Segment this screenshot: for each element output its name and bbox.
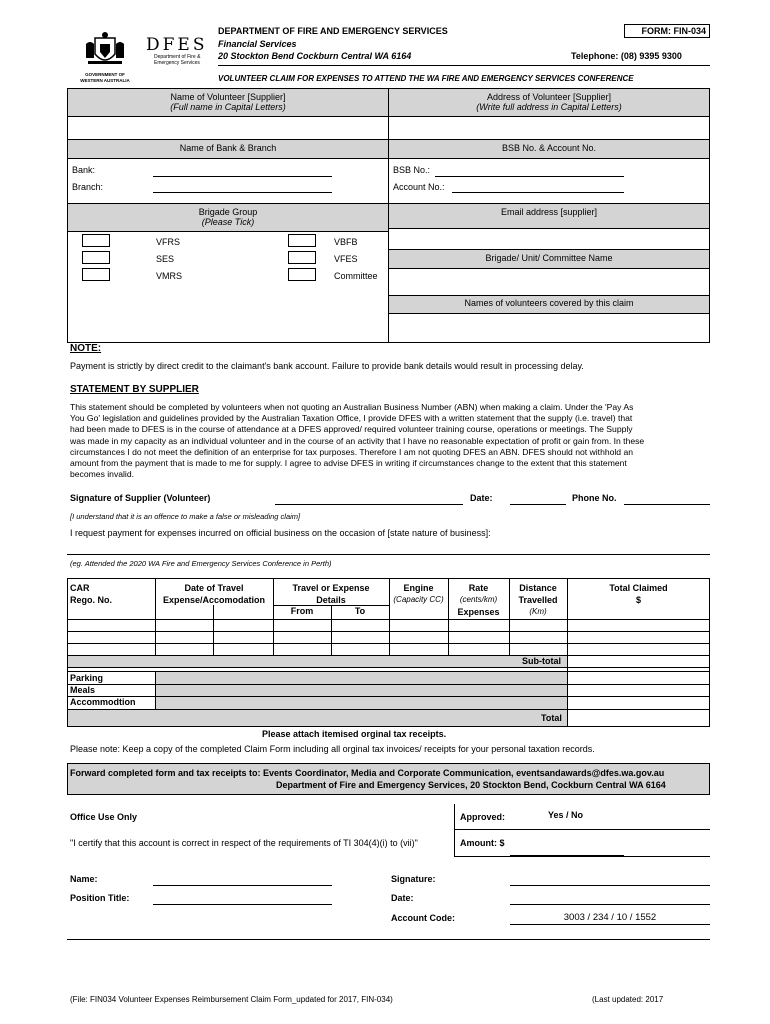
dfes-logo-subtitle — [154, 54, 210, 66]
col-to: To — [354, 606, 366, 616]
col-engine-label: Engine — [403, 583, 434, 593]
yes-no-option[interactable]: Yes / No — [548, 810, 584, 820]
accommodation-label: Accommodtion — [70, 697, 136, 707]
branch-label: Branch: — [72, 182, 104, 192]
form-title: VOLUNTEER CLAIM FOR EXPENSES TO ATTEND THE WA FIRE AND EMERGENCY SERVICES CONFERENCE — [218, 74, 634, 83]
checkbox-vfrs[interactable] — [82, 234, 110, 247]
statement-line: This statement should be completed by volunteers when not quoting an Australian Business Number (ABN) when making a claim. Under the 'Pay As — [70, 402, 634, 412]
col-total — [567, 582, 710, 606]
position-title-label: Position Title: — [70, 893, 130, 903]
col-travel-label1: Travel or Expense — [292, 583, 370, 593]
forward-line1: Forward completed form and tax receipts to: Events Coordinator, Media and Corporate Communication, eventsandawards@dfes.wa.gov.au — [70, 768, 665, 778]
volunteer-name-label: Name of Volunteer [Supplier] — [170, 92, 286, 102]
option-ses: SES — [156, 254, 175, 264]
col-rate-sub: Expenses — [457, 607, 500, 617]
volunteer-address-input[interactable] — [389, 117, 709, 139]
statement-line: amount from the payment that is made to me for supply. I agree to advise DFES in writing if circumstances change to the extent that this statement — [70, 458, 627, 469]
forward-line2: Department of Fire and Emergency Services, 20 Stockton Bend, Cockburn Central WA 6164 — [276, 780, 666, 790]
col-car — [70, 582, 112, 606]
account-code-line — [510, 924, 710, 925]
bsb-label: BSB No.: — [393, 165, 431, 175]
col-car-label: CAR — [70, 583, 90, 593]
volunteer-name-hint: (Full name in Capital Letters) — [170, 102, 286, 112]
checkbox-vmrs[interactable] — [82, 268, 110, 281]
checkbox-vfes[interactable] — [288, 251, 316, 264]
crest-icon — [80, 30, 130, 70]
statement-line: becomes invalid. — [70, 469, 135, 480]
account-input[interactable] — [452, 192, 624, 193]
statement-line: You Go' legislation and guidelines provided by the Australian Taxation Office, I provide DFES with a written statement that the supply (i.e. travel) that — [70, 413, 633, 424]
col-total-label2: $ — [635, 595, 641, 605]
parking-label: Parking — [70, 673, 104, 683]
request-text: I request payment for expenses incurred on official business on the occasion of [state nature of business]: — [70, 528, 491, 538]
brigade-header — [68, 204, 388, 231]
col-travel — [273, 582, 389, 606]
keep-copy-note: Please note: Keep a copy of the completed Claim Form including all orginal tax invoices/ receipts for your personal taxation records. — [70, 744, 595, 754]
header-rule — [218, 65, 710, 66]
office-use-heading: Office Use Only — [70, 812, 138, 822]
dfes-logo-text: DFES — [146, 35, 208, 55]
rule — [67, 667, 710, 668]
branch-input[interactable] — [153, 192, 332, 193]
supplier-phone-input[interactable] — [624, 504, 710, 505]
volunteers-covered-header — [389, 296, 709, 313]
col-engine-hint: (Capacity CC) — [393, 595, 444, 604]
col-rate-label: Rate — [468, 583, 489, 593]
account-code-label: Account Code: — [391, 913, 455, 923]
dfes-sub-line2: Emergency Services — [154, 60, 200, 66]
statement-line: had been made to DFES is in the course of attendance at a DFES approved/ required volunteer training course, operations or meetings. The Supply — [70, 424, 633, 435]
dfes-sub-line1: Department of Fire & — [154, 54, 201, 60]
office-date-input[interactable] — [510, 904, 710, 905]
col-date-label2: Expense/Accomodation — [162, 595, 266, 605]
wa-government-crest — [80, 30, 130, 83]
rule — [67, 158, 710, 159]
col-rego-label: Rego. No. — [70, 595, 112, 605]
offence-warning: [I understand that it is an offence to make a false or misleading claim] — [70, 512, 301, 521]
col-date-label1: Date of Travel — [184, 583, 244, 593]
col-from: From — [290, 606, 314, 616]
unit-header — [389, 250, 709, 268]
forward-instructions — [67, 763, 710, 795]
crest-caption: GOVERNMENT OF WESTERN AUSTRALIA — [80, 72, 130, 83]
attach-receipts-note: Please attach itemised orginal tax receipts. — [262, 729, 447, 739]
total-shading — [68, 710, 567, 726]
telephone: Telephone: (08) 9395 9300 — [571, 51, 682, 61]
checkbox-ses[interactable] — [82, 251, 110, 264]
unit-input[interactable] — [389, 269, 709, 295]
bsb-header — [389, 140, 709, 158]
meals-label: Meals — [70, 685, 96, 695]
email-label: Email address [supplier] — [500, 207, 598, 217]
office-signature-label: Signature: — [391, 874, 436, 884]
form-code — [624, 24, 710, 38]
option-vfes: VFES — [334, 254, 358, 264]
office-name-label: Name: — [70, 874, 98, 884]
supplier-date-label: Date: — [470, 493, 493, 503]
col-rate-hint: (cents/km) — [459, 595, 498, 604]
supplier-phone-label: Phone No. — [572, 493, 617, 503]
subtotal-label: Sub-total — [522, 656, 561, 666]
option-vfrs: VFRS — [156, 237, 181, 247]
checkbox-committee[interactable] — [288, 268, 316, 281]
volunteers-covered-label: Names of volunteers covered by this claim — [464, 298, 634, 308]
subtotal-row — [68, 656, 567, 667]
email-input[interactable] — [389, 229, 709, 249]
table-row[interactable] — [68, 632, 709, 643]
col-distance-label2: Travelled — [518, 595, 558, 605]
table-row[interactable] — [68, 644, 709, 655]
brigade-hint: (Please Tick) — [201, 217, 255, 227]
bank-input[interactable] — [153, 176, 332, 177]
certify-statement: "I certify that this account is correct in respect of the requirements of TI 304(4)(i) to (vii)" — [70, 838, 418, 848]
total-label: Total — [541, 713, 562, 723]
file-reference: (File: FIN034 Volunteer Expenses Reimbursement Claim Form_updated for 2017, FIN-034) — [70, 995, 393, 1004]
col-rate — [448, 582, 509, 618]
last-updated: (Last updated: 2017 — [592, 995, 664, 1004]
account-label: Account No.: — [393, 182, 445, 192]
dfes-logo — [146, 36, 210, 72]
office-name-input[interactable] — [153, 885, 332, 886]
statement-heading: STATEMENT BY SUPPLIER — [70, 384, 199, 395]
option-committee: Committee — [334, 271, 378, 281]
option-vmrs: VMRS — [156, 271, 183, 281]
form-code-text: FORM: FIN-034 — [641, 26, 706, 36]
col-engine — [389, 582, 448, 606]
volunteers-covered-input[interactable] — [389, 314, 709, 342]
volunteer-address-label: Address of Volunteer [Supplier] — [486, 92, 612, 102]
accommodation-amount[interactable] — [568, 697, 709, 709]
option-vbfb: VBFB — [334, 237, 358, 247]
note-text: Payment is strictly by direct credit to the claimant's bank account. Failure to provide bank details would result in processing delay. — [70, 361, 584, 371]
position-title-input[interactable] — [153, 904, 332, 905]
statement-line: circumstances I do not meet the definition of an enterprise for tax purposes. Therefore I am not quoting DFES an ABN. DFES should not withhold an — [70, 446, 634, 457]
office-signature-input[interactable] — [510, 885, 710, 886]
volunteer-address-hint: (Write full address in Capital Letters) — [476, 102, 622, 112]
department-name: DEPARTMENT OF FIRE AND EMERGENCY SERVICES — [218, 26, 448, 36]
division-name: Financial Services — [218, 39, 297, 49]
brigade-label: Brigade Group — [198, 207, 258, 217]
bsb-header-label: BSB No. & Account No. — [501, 143, 597, 153]
volunteer-name-input[interactable] — [68, 117, 388, 139]
volunteer-address-header — [389, 89, 709, 116]
statement-body — [70, 402, 715, 480]
col-travel-label2: Details — [316, 595, 346, 605]
col-distance-hint: (Km) — [529, 607, 547, 616]
extras-shading — [156, 672, 567, 710]
office-date-label: Date: — [391, 893, 414, 903]
approved-label: Approved: — [460, 812, 505, 822]
rule — [273, 605, 389, 606]
total-amount[interactable] — [568, 710, 709, 726]
rule — [454, 829, 710, 830]
meals-amount[interactable] — [568, 685, 709, 696]
bsb-input[interactable] — [435, 176, 624, 177]
amount-input[interactable] — [510, 855, 624, 856]
checkbox-vbfb[interactable] — [288, 234, 316, 247]
department-address: 20 Stockton Bend Cockburn Central WA 6164 — [218, 51, 412, 61]
bank-header — [68, 140, 388, 158]
col-distance-label1: Distance — [519, 583, 557, 593]
bank-label: Bank: — [72, 165, 96, 175]
volunteer-name-header — [68, 89, 388, 116]
parking-amount[interactable] — [568, 672, 709, 684]
col-date — [155, 582, 273, 606]
amount-label: Amount: $ — [460, 838, 505, 848]
rule — [67, 231, 388, 232]
note-heading: NOTE: — [70, 343, 102, 354]
table-row[interactable] — [68, 620, 709, 631]
unit-label: Brigade/ Unit/ Committee Name — [485, 253, 613, 263]
supplier-date-input[interactable] — [510, 504, 566, 505]
statement-line: was made in my capacity as an individual volunteer and in the course of an activity that I have no reasonable expectation of profit or gain from. In these — [70, 435, 645, 446]
supplier-signature-label: Signature of Supplier (Volunteer) — [70, 493, 211, 503]
bank-header-label: Name of Bank & Branch — [179, 143, 277, 153]
subtotal-value[interactable] — [568, 656, 709, 667]
account-code-value[interactable]: 3003 / 234 / 10 / 1552 — [563, 912, 657, 923]
business-nature-input[interactable] — [67, 554, 710, 555]
col-distance — [509, 582, 567, 618]
col-total-label1: Total Claimed — [609, 583, 668, 593]
business-example: (eg. Attended the 2020 WA Fire and Emergency Services Conference in Perth) — [70, 559, 332, 568]
supplier-signature-input[interactable] — [275, 504, 463, 505]
email-header — [389, 204, 709, 228]
